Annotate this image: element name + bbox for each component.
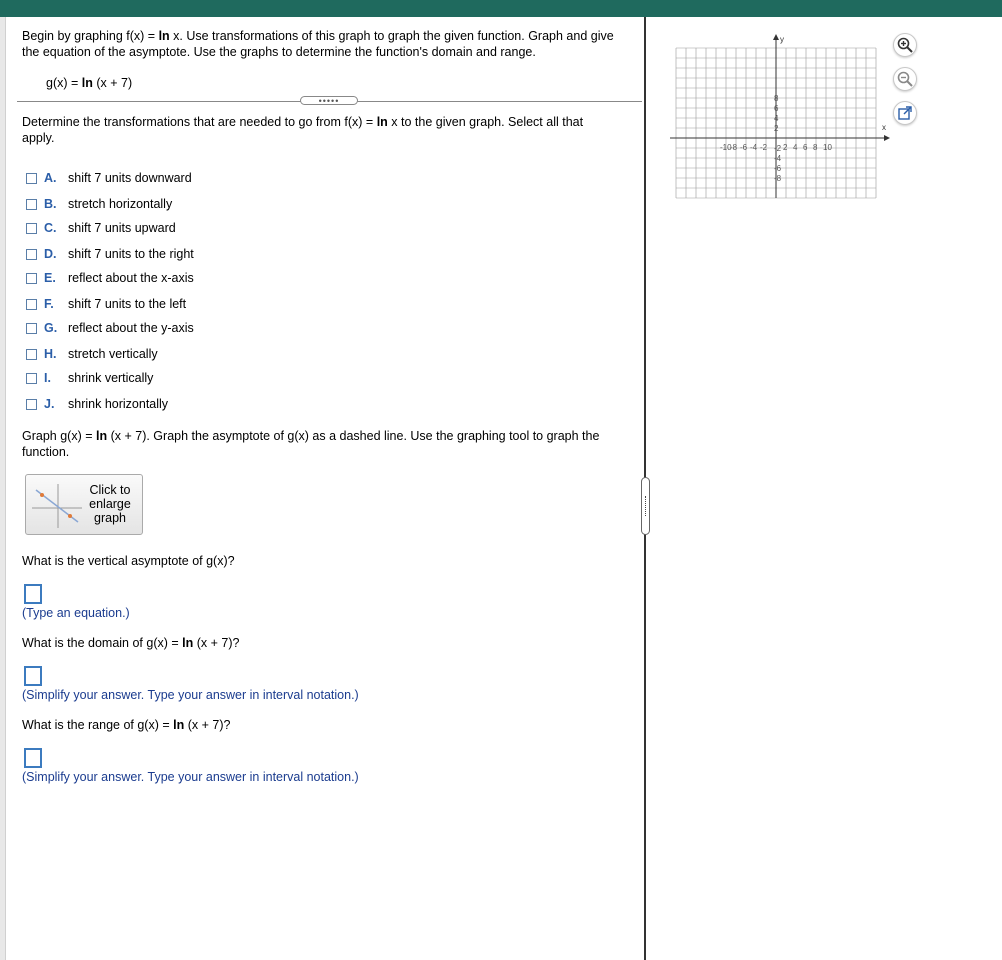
option-letter: E.: [44, 271, 56, 285]
problem-ln: ln: [158, 29, 170, 43]
problem-text: Begin by graphing f(x) =: [22, 29, 156, 43]
option-letter: B.: [44, 197, 57, 211]
option-letter: C.: [44, 221, 57, 235]
asymptote-hint: (Type an equation.): [22, 606, 130, 620]
option-label: shift 7 units to the right: [68, 247, 194, 261]
open-external-button[interactable]: [893, 101, 917, 125]
option-letter: H.: [44, 347, 57, 361]
option-label: shift 7 units upward: [68, 221, 176, 235]
top-bar: [0, 0, 1002, 17]
y-tick-label: -8: [774, 174, 782, 183]
range-answer-input[interactable]: [24, 748, 42, 768]
option-label: shift 7 units downward: [68, 171, 192, 185]
option-label: stretch vertically: [68, 347, 158, 361]
y-axis-label: y: [780, 35, 784, 44]
zoom-in-button[interactable]: [893, 33, 917, 57]
x-tick-label: -6: [740, 143, 748, 152]
enlarge-graph-button[interactable]: [25, 474, 143, 535]
left-edge: [0, 17, 6, 960]
checkbox[interactable]: [26, 323, 37, 334]
option-i[interactable]: [26, 369, 153, 387]
checkbox[interactable]: [26, 173, 37, 184]
question-asymptote: What is the vertical asymptote of g(x)?: [22, 554, 235, 568]
splitter-handle[interactable]: [641, 477, 650, 535]
option-label: shrink vertically: [68, 371, 154, 385]
function-ln: ln: [81, 76, 93, 90]
option-letter: F.: [44, 297, 54, 311]
problem-text-line2: the equation of the asymptote. Use the graphs to determine the function's domain and range.: [22, 45, 536, 59]
x-tick-label: 6: [803, 143, 808, 152]
x-tick-label: -8: [730, 143, 738, 152]
checkbox[interactable]: [26, 273, 37, 284]
option-label: reflect about the x-axis: [68, 271, 194, 285]
option-j[interactable]: [26, 395, 168, 413]
q1-text: Determine the transformations that are needed to go from f(x) =: [22, 115, 374, 129]
option-label: stretch horizontally: [68, 197, 173, 211]
x-tick-label: 2: [783, 143, 788, 152]
q2-text-cont: (x + 7). Graph the asymptote of g(x) as a dashed line. Use the graphing tool to graph the: [110, 429, 600, 443]
checkbox[interactable]: [26, 373, 37, 384]
function-arg: (x + 7): [96, 76, 133, 90]
q5-text: What is the range of g(x) =: [22, 718, 170, 732]
y-tick-label: -2: [774, 144, 782, 153]
x-axis-label: x: [882, 123, 886, 132]
checkbox[interactable]: [26, 223, 37, 234]
q4-text: What is the domain of g(x) =: [22, 636, 179, 650]
q2-text: Graph g(x) =: [22, 429, 93, 443]
q4-text-cont: (x + 7)?: [196, 636, 240, 650]
question-graph: [22, 428, 632, 460]
enlarge-label-line1: Click to: [89, 483, 131, 497]
problem-text-cont: x. Use transformations of this graph to graph the given function. Graph and give: [173, 29, 614, 43]
q5-ln: ln: [173, 718, 185, 732]
q2-text-line2: function.: [22, 445, 70, 459]
checkbox[interactable]: [26, 249, 37, 260]
option-a[interactable]: [26, 169, 192, 187]
x-axis-arrow: [884, 135, 890, 141]
q2-ln: ln: [96, 429, 108, 443]
option-letter: I.: [44, 371, 51, 385]
option-f[interactable]: [26, 295, 186, 313]
y-tick-label: 6: [774, 104, 779, 113]
option-label: reflect about the y-axis: [68, 321, 194, 335]
option-letter: A.: [44, 171, 57, 185]
y-tick-label: -4: [774, 154, 782, 163]
range-hint: (Simplify your answer. Type your answer in interval notation.): [22, 770, 359, 784]
x-tick-label: 4: [793, 143, 798, 152]
enlarge-label-line3: graph: [94, 511, 126, 525]
option-b[interactable]: [26, 195, 172, 213]
q5-text-cont: (x + 7)?: [187, 718, 231, 732]
option-letter: J.: [44, 397, 55, 411]
y-tick-label: 4: [774, 114, 779, 123]
x-tick-label: 10: [823, 143, 832, 152]
q1-ln: ln: [376, 115, 388, 129]
y-tick-label: 2: [774, 124, 779, 133]
y-axis-arrow: [773, 34, 779, 40]
q1-text-cont: x to the given graph. Select all that: [391, 115, 584, 129]
x-tick-label: -10: [720, 143, 732, 152]
y-tick-label: -6: [774, 164, 782, 173]
checkbox[interactable]: [26, 349, 37, 360]
checkbox[interactable]: [26, 199, 37, 210]
q1-text-line2: apply.: [22, 131, 55, 145]
coordinate-graph[interactable]: [668, 34, 884, 202]
option-label: shift 7 units to the left: [68, 297, 187, 311]
question-transformations: [22, 114, 622, 146]
question-range: [22, 718, 230, 732]
option-e[interactable]: [26, 269, 194, 287]
open-external-icon: [897, 105, 913, 121]
enlarge-label: [82, 483, 138, 525]
domain-answer-input[interactable]: [24, 666, 42, 686]
function-lhs: g(x) =: [46, 76, 79, 90]
enlarge-label-line2: enlarge: [89, 497, 131, 511]
collapse-toggle-button[interactable]: •••••: [300, 96, 358, 105]
zoom-in-icon: [897, 37, 913, 53]
option-c[interactable]: [26, 219, 176, 237]
checkbox[interactable]: [26, 399, 37, 410]
q4-ln: ln: [182, 636, 194, 650]
zoom-out-icon: [897, 71, 913, 87]
checkbox[interactable]: [26, 299, 37, 310]
option-label: shrink horizontally: [68, 397, 169, 411]
x-tick-label: -4: [750, 143, 758, 152]
option-d[interactable]: [26, 245, 194, 263]
x-tick-label: 8: [813, 143, 818, 152]
domain-hint: (Simplify your answer. Type your answer in interval notation.): [22, 688, 359, 702]
graph-thumbnail-icon: [28, 480, 84, 530]
option-letter: D.: [44, 247, 57, 261]
y-tick-label: 8: [774, 94, 779, 103]
option-h[interactable]: [26, 345, 158, 363]
asymptote-answer-input[interactable]: [24, 584, 42, 604]
option-letter: G.: [44, 321, 58, 335]
problem-statement: [22, 28, 642, 60]
given-function: [46, 76, 132, 90]
x-tick-label: -2: [760, 143, 768, 152]
zoom-out-button[interactable]: [893, 67, 917, 91]
question-domain: [22, 636, 239, 650]
option-g[interactable]: [26, 319, 194, 337]
